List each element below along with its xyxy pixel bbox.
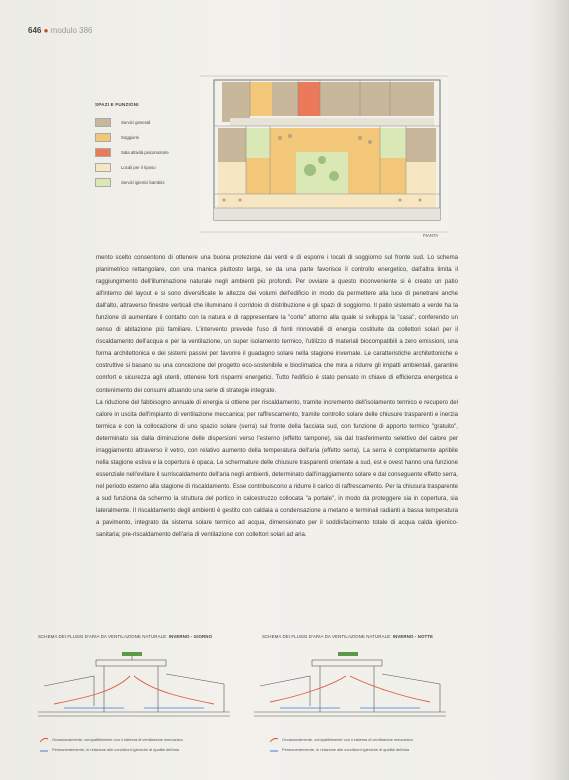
article-body	[96, 252, 458, 541]
legend-label: Locali per il riposo	[121, 165, 156, 170]
diagram-note	[270, 747, 409, 753]
legend-label: Servizi generali	[121, 120, 151, 125]
section-diagram-night	[250, 646, 450, 724]
note-text: Occasionalmente, compatibilmente con il sistema di ventilazione meccanica	[52, 737, 183, 743]
diagram-note	[40, 747, 179, 753]
legend-swatch	[95, 148, 111, 157]
plan-caption: PIANTA	[423, 233, 439, 238]
legend-item	[95, 145, 215, 160]
legend-swatch	[95, 118, 111, 127]
schema-title-left	[38, 634, 212, 639]
legend-item	[95, 175, 215, 190]
legend-label: Sala attività psicomotorie	[121, 150, 169, 155]
arrow-permanent-icon	[270, 747, 279, 753]
body-paragraph: La riduzione del fabbisogno annuale di energia si ottiene per riscaldamento, tramite incremento dell'isolamento termico e recupero del calore in uscita dell'impianto di ventilazione meccanica; per raffrescamento, tramite controllo solare delle chiusure trasparenti e inerzia termica e con la collocazione di uno spazio solare (serra) sul fronte della facciata sud, con funzione di apporto termico "gratuito", determinato sia dalla diminuzione delle dispersioni verso l'esterno (effetto tampone), sia dal trasferimento selettivo del calore per irraggiamento attraverso il vetro, con relativo aumento della temperatura dell'aria (effetto serra). La serra è completamente apribile nella stagione estiva e la copertura è opaca. Le schermature delle chiusure trasparenti orientate a sud, est e ovest hanno una funzione essenziale nell'evitare il surriscaldamento dell'aria negli ambienti, determinato dall'irraggiamento solare e dal conseguente effetto serra, nel periodo esterno alla stagione di riscaldamento. Esse contribuiscono a ridurre il carico di raffrescamento. Per la chiusura trasparente a sud funziona da schermo la struttura del portico in calcestruzzo collocata "a portale", in modo da proteggere sia in copertura, sia lateralmente. Il riscaldamento degli ambienti è gestito con caldaia a condensazione a metano e terminali radianti a bassa temperatura a pavimento, integrato da sistema solare termico ad acqua, dimensionato per il soddisfacimento totale di acqua calda igienico-sanitaria; pre-riscaldamento dell'aria di ventilazione con collettori solari ad aria.	[96, 399, 458, 539]
legend-swatch	[95, 163, 111, 172]
arrow-occasional-icon	[270, 737, 279, 743]
page-header	[28, 26, 92, 35]
legend-item	[95, 160, 215, 175]
page-fold-shadow	[530, 0, 569, 780]
floor-plan	[200, 72, 448, 238]
header-dot: ●	[43, 26, 49, 35]
legend-label: Soggiorni	[121, 135, 140, 140]
note-text: Permanentemente, in relazione alle condizioni igieniche di qualità dell'aria	[282, 747, 410, 753]
schema-title-right	[262, 634, 433, 639]
note-text: Permanentemente, in relazione alle condizioni igieniche di qualità dell'aria	[52, 747, 180, 753]
diagram-note	[270, 737, 413, 743]
note-text: Occasionalmente, compatibilmente con il sistema di ventilazione meccanica	[282, 737, 413, 743]
legend-swatch	[95, 178, 111, 187]
body-paragraph: mento scelto consentono di ottenere una buona protezione dai venti e di esporre i locali di soggiorno sul fronte sud. Lo schema planimetrico rettangolare, con una manica piuttosto larga, se da una parte favorisce il controllo energetico, dall'altra limita il raggiungimento dell'illuminazione naturale negli ambienti più profondi. Per ovviare a questo inconveniente si è creato un patio all'interno del layout e si sono diversificate le altezze dei volumi dell'edificio in modo da permettere alla luce di penetrare anche dall'alto, attraverso finestre verticali che illuminano il corridoio di distribuzione e gli spazi di soggiorno. Il patio sistemato a verde ha la funzione di aumentare il contatto con la natura e di rappresentare la "corte" attorno alla quale si sviluppa la "casa", conferendo un senso di abitazione più familiare. L'intervento prevede l'uso di fonti rinnovabili di energia costituite da collettori solari per il riscaldamento dell'acqua e per la ventilazione, un super isolamento termico, l'utilizzo di materiali biocompatibili a zero emissioni, una forma architettonica e dei sistemi passivi per favorire il guadagno solare nella stagione invernale. Le caratteristiche architettoniche e costruttive si basano su una concezione del progetto eco-sostenibile e bioclimatica che mira a ridurre gli impatti ambientali, garantire comfort e sicurezza agli utenti, ottenere forti risparmi energetici. Tutto l'edificio è stato pensato in chiave di efficienza energetica e contenimento dei consumi attuando una serie di strategie integrate.	[96, 255, 458, 394]
diagram-note	[40, 737, 183, 743]
schema-mode: INVERNO - NOTTE	[392, 634, 434, 639]
legend-label: Servizi igienici bambini	[121, 180, 165, 185]
legend-swatch	[95, 133, 111, 142]
legend-item	[95, 130, 215, 145]
section-diagram-day	[34, 646, 234, 724]
arrow-occasional-icon	[40, 737, 49, 743]
schema-mode: INVERNO - GIORNO	[168, 634, 213, 639]
schema-title: SCHEMA DEI FLUSSI D'ARIA DA VENTILAZIONE NATURALE:	[38, 634, 168, 639]
section-name: modulo 386	[50, 26, 93, 35]
legend-title: SPAZI E FUNZIONI	[95, 102, 139, 107]
page-number: 646	[28, 26, 42, 35]
schema-title: SCHEMA DEI FLUSSI D'ARIA DA VENTILAZIONE NATURALE:	[262, 634, 392, 639]
legend	[95, 102, 215, 190]
legend-item	[95, 115, 215, 130]
arrow-permanent-icon	[40, 747, 49, 753]
